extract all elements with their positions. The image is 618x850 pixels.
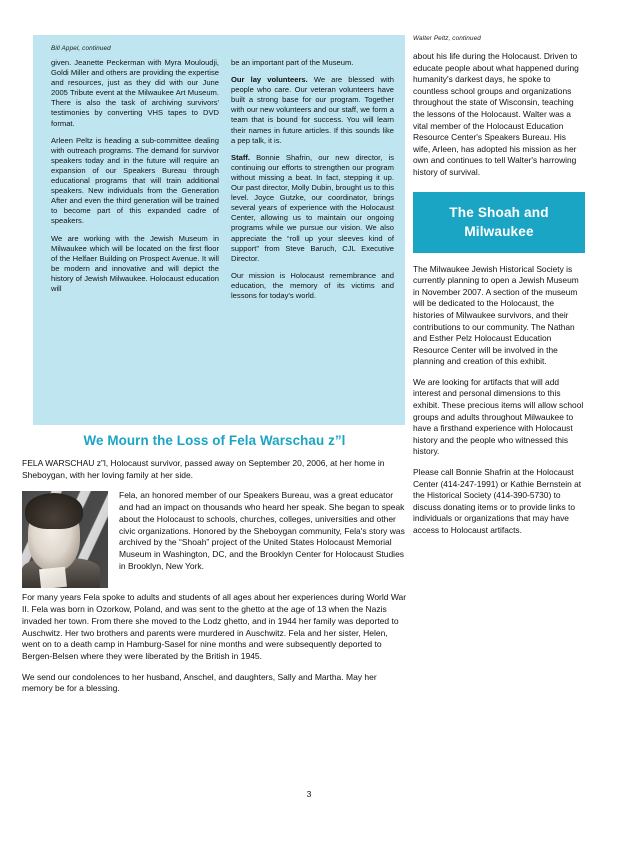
paragraph-body: Our mission is Holocaust remembrance and education, the memory of its victims and lessons for today's world.: [231, 270, 394, 300]
left-column-paragraph: Arleen Peltz is heading a sub-committee dealing with outreach programs. The demand for survivor speakers today and in the future will require an expansion of our Speakers Bureau through educational programs that will train additional speakers. New individuals from the Generation After and even the third generation will be trained to become part of this expanded cadre of speakers.: [51, 135, 219, 226]
right-column-paragraph: We are looking for artifacts that will add interest and personal dimensions to this exhibit. These precious items will allow school groups and adults throughout Milwaukee to have a firsthand experience with Holocaust history and the people who witnessed this history.: [413, 376, 584, 457]
right-column-paragraph: Please call Bonnie Shafrin at the Holocaust Center (414-247-1991) or Kathie Bernstein at the Historical Society (414-390-5730) to discuss donating items or to provide links to individuals or organizations that may have access to Holocaust artifacts.: [413, 467, 582, 535]
left-column-continued-label: Bill Appel, continued: [51, 45, 111, 52]
middle-column-paragraph: [231, 75, 394, 146]
tinted-article-block: [33, 35, 405, 425]
page-number: 3: [306, 789, 312, 799]
mourn-photo-paragraph-wrapper: [22, 490, 407, 592]
paragraph-body: We are blessed with people who care. Our veteran volunteers have built a strong base for our program. Together with our new volunteers and our staff, we form a team that is bound for success. You will learn their names in future articles. If this sounds like a pep talk, it is.: [231, 75, 394, 145]
right-column-paragraph: about his life during the Holocaust. Driven to educate people about what happened during humanity's darkest days, he spoke to countless school groups and organizations throughout the state of Wisconsin, teaching the lessons of the Holocaust. Walter was a vital member of the Holocaust Education Resource Center's Speakers Bureau. His wife, Arleen, has adopted his mission as her own and continues to tell Walter's harrowing history of survival.: [413, 51, 579, 177]
shoah-and-milwaukee-banner: The Shoah and Milwaukee: [413, 192, 585, 253]
mourn-intro-paragraph: FELA WARSCHAU z”l, Holocaust survivor, passed away on September 20, 2006, at her home in Sheboygan, with her loving family at her side.: [22, 458, 385, 480]
mourn-section: [22, 432, 407, 704]
middle-column-paragraph: [231, 153, 394, 264]
left-column-paragraph: We are working with the Jewish Museum in Milwaukee which will be located on the first floor of the Helfaer Building on Prospect Avenue. It will be modern and innovative and will depict the history of Jewish Milwaukee. Holocaust education will: [51, 233, 219, 293]
paragraph-lead-in: Our lay volunteers.: [231, 75, 308, 85]
left-column-paragraph: given. Jeanette Peckerman with Myra Mouloudji, Goldi Miller and others are providing the expertise and resources, just as they did with our June 2005 Tribute event at the Milwaukee Art Museum. There is also the task of archiving survivors' testimonies by converting VHS tapes to DVD format.: [51, 58, 219, 128]
paragraph-body: Bonnie Shafrin, our new director, is continuing our efforts to strengthen our program without missing a beat. In fact, stepping it up. Our past director, Molly Dubin, brought us to this level. Joyce Gutzke, our coordinator, brings several years of experience with the Holocaust Center, allowing us to maintain our ongoing programs while we pursue our vision. We also appreciate the “roll up your sleeves kind of support” from Steve Baruch, CJL Executive Director.: [231, 152, 394, 263]
mourn-section-title: We Mourn the Loss of Fela Warschau z”l: [83, 433, 346, 448]
right-column-continued-label: Walter Peltz, continued: [413, 35, 481, 42]
mourn-paragraph: Fela, an honored member of our Speakers Bureau, was a great educator and had an impact on thousands who heard her speak. She began to speak about the Holocaust to schools, churches, colleges, universities and other civic organizations. Honored by the Sheboygan community, Fela's story was archived by the “Shoah” project of the United States Holocaust Memorial Museum in Washington, DC, and the Brooklyn Center for Holocaust Studies in Brooklyn, New York.: [119, 490, 405, 571]
right-column-paragraph: The Milwaukee Jewish Historical Society is currently planning to open a Jewish Museum in November 2007. A section of the museum will be dedicated to the Holocaust, the histories of Milwaukee survivors, and their contributions to our community. The Nathan and Esther Pelz Holocaust Education Resource Center will be involved in the planning and creation of this exhibit.: [413, 263, 579, 367]
middle-column-paragraph: [231, 58, 394, 68]
paragraph-lead-in: Staff.: [231, 152, 250, 162]
middle-column-paragraph: [231, 271, 394, 301]
mourn-paragraph: For many years Fela spoke to adults and students of all ages about her experiences during World War II. Fela was born in Ozorkow, Poland, and was sent to the ghetto at the age of 13 when the Nazis invaded her town. From there she moved to the Lodz ghetto, and in 1944 her family was deported to Auschwitz. Her two brothers and parents were murdered in Auschwitz. Fela and her sister, Helen, went on to a death camp in Hamburg-Sasel for nine months and were subsequently deported to Bergen-Belsen where they were liberated by the British in 1945.: [22, 592, 407, 661]
paragraph-body: be an important part of the Museum.: [231, 58, 354, 67]
photo-hair: [25, 493, 83, 529]
mourn-paragraph: We send our condolences to her husband, Anschel, and daughters, Sally and Martha. May her memory be for a blessing.: [22, 671, 377, 694]
middle-column: [231, 58, 394, 301]
left-column: [51, 45, 219, 294]
photo-collar: [39, 567, 67, 588]
right-column: [413, 35, 585, 546]
fela-warschau-portrait-photo: [22, 491, 108, 588]
